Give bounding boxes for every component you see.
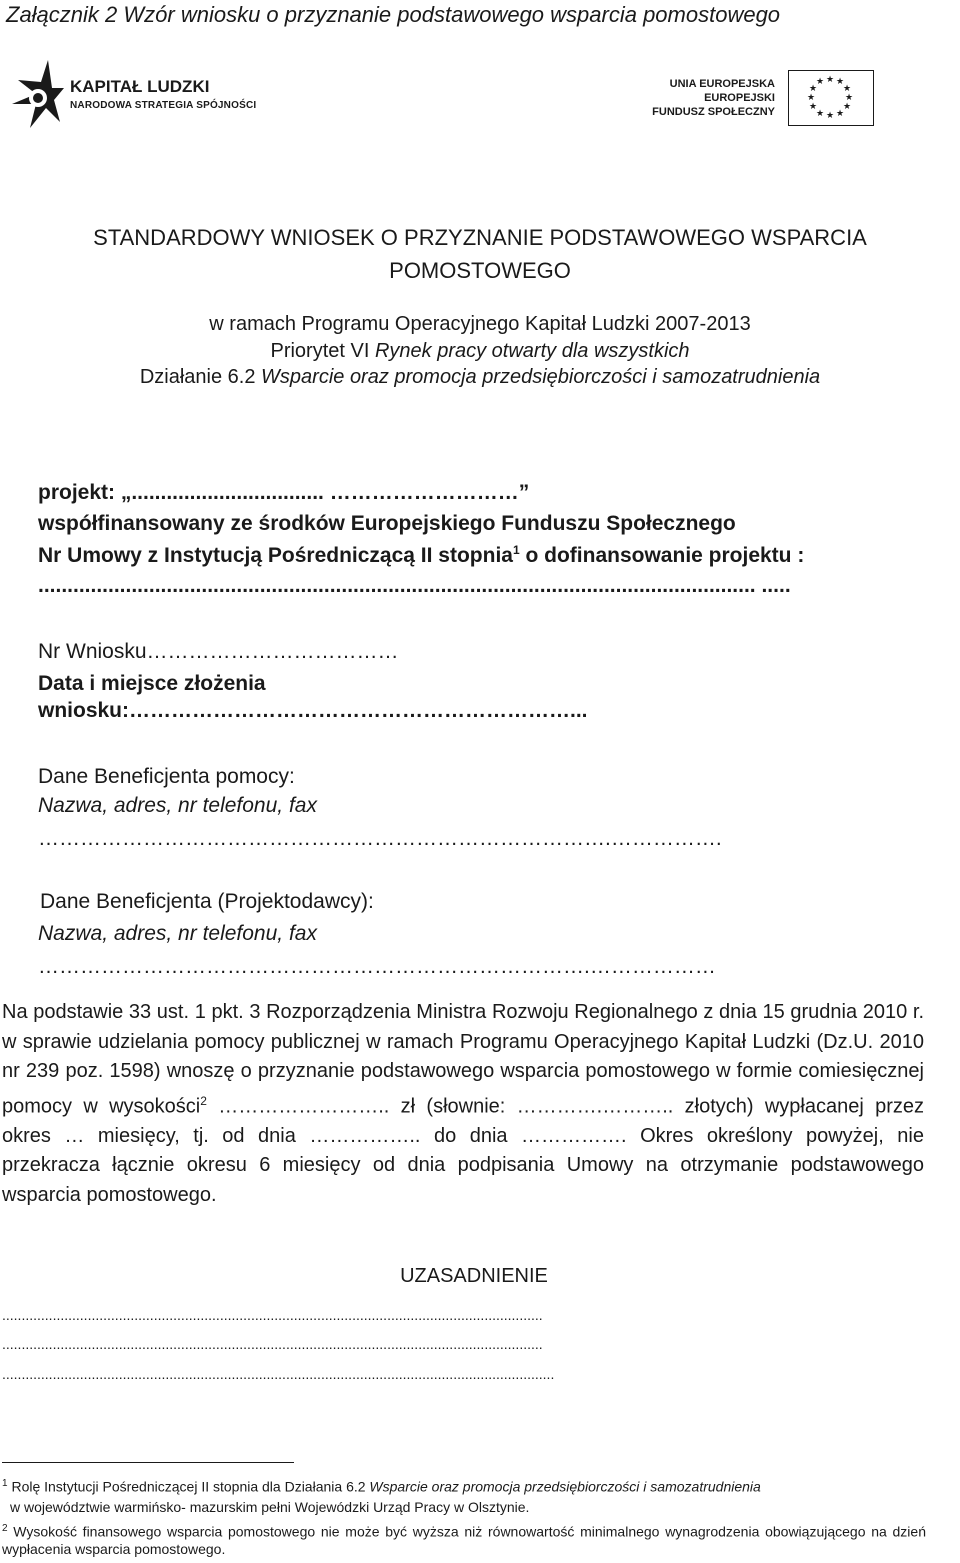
priority-line: [0, 340, 960, 363]
justification-line-1: ...........................................................................................................................................: [2, 1307, 543, 1323]
request-text-2: …………………….. zł (słownie: ………….……….. złotych) wypłacanej przez okres … miesięcy, tj. od dnia …………….. do dnia ……………. Okres określony powyżej, nie przekracza łącznie okresu 6 miesięcy od dnia podpisania Umowy na otrzymanie podstawowego wsparcia pomostowego.: [2, 1095, 925, 1206]
projectodawca-heading: Dane Beneficjenta (Projektodawcy):: [40, 890, 374, 913]
svg-text:★: ★: [842, 102, 852, 112]
projectodawca-fields: Nazwa, adres, nr telefonu, fax: [38, 922, 317, 945]
footnote-1: [2, 1478, 761, 1495]
justification-line-3: ..............................................................................................................................................: [2, 1366, 555, 1382]
eu-logo: [652, 70, 880, 130]
svg-text:★: ★: [806, 93, 816, 103]
footnote-2: [2, 1520, 926, 1558]
footnote-1-line2: w województwie warmińsko- mazurskim pełni Wojewódzki Urząd Pracy w Olsztynie.: [10, 1499, 530, 1515]
beneficiary-dots: ……………………………………………………………………….…………….: [38, 827, 722, 850]
date-place-label: Data i miejsce złożenia: [38, 672, 266, 695]
svg-text:★: ★: [815, 77, 825, 87]
action-line: [0, 366, 960, 389]
agreement-text: Nr Umowy z Instytucją Pośredniczącą II stopnia: [38, 544, 513, 567]
priority-name: Rynek pracy otwarty dla wszystkich: [374, 340, 690, 362]
svg-text:★: ★: [815, 109, 825, 119]
footnote-1-number: 1: [2, 1478, 8, 1489]
svg-text:★: ★: [808, 102, 818, 112]
eu-logo-line3: FUNDUSZ SPOŁECZNY: [652, 106, 775, 118]
request-paragraph: [2, 998, 924, 1210]
project-label: projekt: „................................. ………………………”: [38, 481, 530, 504]
svg-text:★: ★: [825, 75, 835, 85]
eu-logo-line2: EUROPEJSKI: [704, 92, 775, 104]
justification-line-2: ...........................................................................................................................................: [2, 1336, 543, 1352]
cofinanced-line: współfinansowany ze środków Europejskiego Funduszu Społecznego: [38, 512, 736, 535]
svg-text:★: ★: [808, 84, 818, 94]
form-title-line1: STANDARDOWY WNIOSEK O PRZYZNANIE PODSTAWOWEGO WSPARCIA: [93, 225, 867, 250]
svg-text:★: ★: [835, 77, 845, 87]
footnote-ref-1: 1: [512, 543, 520, 557]
beneficiary-heading: Dane Beneficjenta pomocy:: [38, 765, 295, 788]
agreement-text-end: o dofinansowanie projektu :: [519, 544, 805, 567]
beneficiary-fields: Nazwa, adres, nr telefonu, fax: [38, 794, 317, 817]
request-text-1: Na podstawie 33 ust. 1 pkt. 3 Rozporządzenia Ministra Rozwoju Regionalnego z dnia 15 grudnia 2010 r. w sprawie udzielania pomocy publicznej w ramach Programu Operacyjnego Kapitał Ludzki (Dz.U. 2010 nr 239 poz. 1598) wnoszę o przyznanie podstawowego wsparcia pomostowego w formie comiesięcznej pomocy w wysokości: [2, 1001, 924, 1118]
kapital-ludzki-subtitle: NARODOWA STRATEGIA SPÓJNOŚCI: [70, 100, 257, 111]
agreement-line: [38, 543, 804, 568]
action-name: Wsparcie oraz promocja przedsiębiorczości i samozatrudnienia: [261, 366, 821, 388]
eu-flag-icon: [788, 70, 874, 126]
footnote-ref-2: 2: [200, 1093, 207, 1108]
eu-logo-text: [652, 77, 775, 119]
projectodawca-dots: …………………………………………………………………….………………: [38, 955, 716, 978]
form-title-line2: POMOSTOWEGO: [389, 258, 571, 283]
footnote-2-text: Wysokość finansowego wsparcia pomostowego nie może być wyższa niż równowartość minimalnego wynagrodzenia obowiązującego na dzień wypłacenia wsparcia pomostowego.: [2, 1523, 926, 1557]
kapital-ludzki-star-icon: [8, 58, 66, 130]
footnote-1-italic: Wsparcie oraz promocja przedsiębiorczości i samozatrudnienia: [369, 1478, 761, 1495]
svg-text:★: ★: [842, 84, 852, 94]
agreement-dots: ........................................................................................................................... .....: [38, 574, 791, 597]
svg-text:★: ★: [835, 109, 845, 119]
eu-logo-line1: UNIA EUROPEJSKA: [669, 78, 775, 90]
kapital-ludzki-name: KAPITAŁ LUDZKI: [70, 77, 210, 96]
date-place-value: wniosku:………………………………………………………...: [38, 699, 588, 722]
footnote-2-number: 2: [2, 1523, 8, 1534]
program-line: w ramach Programu Operacyjnego Kapitał Ludzki 2007-2013: [209, 313, 751, 335]
application-number: Nr Wniosku………………………………: [38, 640, 399, 663]
footnote-1-text: Rolę Instytucji Pośredniczącej II stopnia dla Działania 6.2: [7, 1478, 370, 1495]
annex-title: Załącznik 2 Wzór wniosku o przyznanie podstawowego wsparcia pomostowego: [6, 2, 781, 27]
priority-prefix: Priorytet VI: [270, 340, 375, 362]
footnote-separator: [2, 1462, 294, 1463]
justification-heading: UZASADNIENIE: [400, 1265, 548, 1287]
svg-text:★: ★: [844, 93, 854, 103]
svg-text:★: ★: [825, 111, 835, 121]
action-prefix: Działanie 6.2: [139, 366, 262, 388]
kapital-ludzki-logo: [8, 58, 257, 130]
